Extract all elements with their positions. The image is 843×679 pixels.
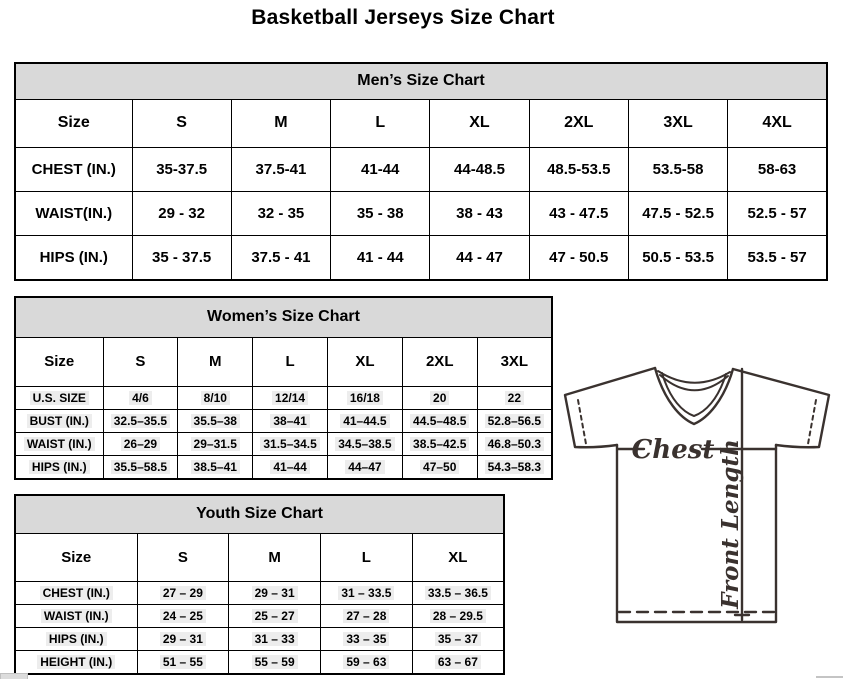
value-text: 20: [430, 391, 449, 405]
size-col-xl: XL: [430, 99, 529, 147]
size-col-s: S: [103, 337, 178, 386]
size-col-m: M: [231, 99, 330, 147]
youth-size-chart-table: [14, 494, 505, 675]
value-cell: [253, 409, 328, 432]
value-cell: [321, 604, 413, 627]
table-header-row: [15, 297, 552, 337]
value-cell: 53.5-58: [628, 147, 727, 191]
value-text: 55 – 59: [252, 655, 298, 669]
table-row-hips: [15, 455, 552, 479]
size-col-l: L: [331, 99, 430, 147]
value-cell: [402, 386, 477, 409]
womens-size-chart-table: [14, 296, 553, 480]
value-text: 4/6: [129, 391, 152, 405]
size-header-row: [15, 337, 552, 386]
value-text: 38–41: [270, 414, 309, 428]
table-row-chest: [15, 581, 504, 604]
table-row-bust: [15, 409, 552, 432]
value-cell: [137, 650, 229, 674]
value-cell: [327, 432, 402, 455]
size-col-3xl: 3XL: [628, 99, 727, 147]
row-label-text: HEIGHT (IN.): [37, 655, 115, 669]
value-text: 16/18: [347, 391, 383, 405]
value-cell: [321, 650, 413, 674]
value-cell: [412, 604, 504, 627]
value-cell: [229, 627, 321, 650]
value-text: 27 – 29: [160, 586, 206, 600]
size-col-m: M: [178, 337, 253, 386]
value-cell: [137, 627, 229, 650]
row-label: WAIST(IN.): [15, 191, 132, 235]
value-cell: [402, 409, 477, 432]
value-text: 25 – 27: [252, 609, 298, 623]
value-text: 29–31.5: [191, 437, 240, 451]
value-text: 46.8–50.3: [485, 437, 544, 451]
value-cell: [327, 386, 402, 409]
jersey-left-cuff-dash: [578, 400, 586, 444]
value-cell: [103, 455, 178, 479]
value-text: 33.5 – 36.5: [425, 586, 491, 600]
value-text: 33 – 35: [343, 632, 389, 646]
row-label: [15, 409, 103, 432]
row-label: [15, 386, 103, 409]
value-cell: [253, 432, 328, 455]
value-cell: 37.5 - 41: [231, 235, 330, 280]
value-cell: 35 - 38: [331, 191, 430, 235]
value-cell: 29 - 32: [132, 191, 231, 235]
value-text: 54.3–58.3: [485, 460, 544, 474]
value-cell: [178, 455, 253, 479]
value-text: 31 – 33: [252, 632, 298, 646]
mens-size-chart-table: [14, 62, 828, 281]
value-text: 12/14: [272, 391, 308, 405]
row-label: [15, 604, 137, 627]
value-cell: 35 - 37.5: [132, 235, 231, 280]
value-cell: 32 - 35: [231, 191, 330, 235]
value-text: 22: [505, 391, 524, 405]
value-cell: 35-37.5: [132, 147, 231, 191]
value-text: 32.5–35.5: [111, 414, 170, 428]
value-cell: [103, 386, 178, 409]
row-label: [15, 650, 137, 674]
value-cell: 52.5 - 57: [728, 191, 827, 235]
row-label-text: BUST (IN.): [27, 414, 92, 428]
value-cell: [229, 604, 321, 627]
youth-chart-title: Youth Size Chart: [15, 495, 504, 533]
table-row-waist: [15, 432, 552, 455]
value-cell: 44 - 47: [430, 235, 529, 280]
value-cell: [327, 455, 402, 479]
table-row-waist: [15, 604, 504, 627]
value-cell: [477, 432, 552, 455]
chest-label: Chest: [631, 435, 715, 465]
row-label-text: HIPS (IN.): [29, 460, 90, 474]
horizontal-scrollbar-track[interactable]: [816, 676, 843, 678]
value-text: 59 – 63: [343, 655, 389, 669]
value-text: 41–44: [270, 460, 309, 474]
row-label-text: U.S. SIZE: [30, 391, 89, 405]
value-cell: 47 - 50.5: [529, 235, 628, 280]
value-text: 52.8–56.5: [485, 414, 544, 428]
size-col-s: S: [137, 533, 229, 581]
value-cell: [103, 432, 178, 455]
table-row-chest: [15, 147, 827, 191]
value-cell: [412, 650, 504, 674]
row-label: [15, 627, 137, 650]
value-cell: [229, 650, 321, 674]
value-cell: [178, 432, 253, 455]
table-row-hips: [15, 627, 504, 650]
size-col-2xl: 2XL: [402, 337, 477, 386]
size-col-4xl: 4XL: [728, 99, 827, 147]
row-label: HIPS (IN.): [15, 235, 132, 280]
value-text: 38.5–41: [191, 460, 240, 474]
size-col-xl: XL: [412, 533, 504, 581]
value-cell: 58-63: [728, 147, 827, 191]
value-cell: [402, 432, 477, 455]
table-row-us-size: [15, 386, 552, 409]
value-text: 28 – 29.5: [430, 609, 486, 623]
value-cell: [402, 455, 477, 479]
value-cell: [253, 386, 328, 409]
row-label-text: WAIST (IN.): [24, 437, 95, 451]
mens-chart-title: Men’s Size Chart: [15, 63, 827, 99]
size-col-s: S: [132, 99, 231, 147]
size-col-3xl: 3XL: [477, 337, 552, 386]
value-text: 31.5–34.5: [260, 437, 319, 451]
size-header-row: [15, 99, 827, 147]
table-row-waist: [15, 191, 827, 235]
value-cell: 47.5 - 52.5: [628, 191, 727, 235]
value-text: 34.5–38.5: [335, 437, 394, 451]
row-label-text: HIPS (IN.): [46, 632, 107, 646]
table-header-row: [15, 63, 827, 99]
size-label-cell: Size: [15, 533, 137, 581]
value-cell: [477, 409, 552, 432]
size-label-cell: Size: [15, 337, 103, 386]
value-text: 63 – 67: [435, 655, 481, 669]
size-col-xl: XL: [327, 337, 402, 386]
value-cell: 41-44: [331, 147, 430, 191]
horizontal-scrollbar-thumb[interactable]: [0, 673, 28, 679]
size-col-l: L: [253, 337, 328, 386]
value-cell: [321, 581, 413, 604]
value-cell: 50.5 - 53.5: [628, 235, 727, 280]
value-cell: [137, 581, 229, 604]
value-text: 44–47: [345, 460, 384, 474]
value-text: 44.5–48.5: [410, 414, 469, 428]
value-cell: [229, 581, 321, 604]
value-cell: 43 - 47.5: [529, 191, 628, 235]
value-cell: [327, 409, 402, 432]
value-cell: [103, 409, 178, 432]
row-label-text: WAIST (IN.): [41, 609, 112, 623]
value-cell: 44-48.5: [430, 147, 529, 191]
value-cell: 37.5-41: [231, 147, 330, 191]
value-text: 27 – 28: [343, 609, 389, 623]
value-cell: [412, 581, 504, 604]
womens-chart-title: Women’s Size Chart: [15, 297, 552, 337]
value-cell: [178, 386, 253, 409]
value-text: 29 – 31: [160, 632, 206, 646]
value-text: 8/10: [201, 391, 230, 405]
value-text: 47–50: [420, 460, 459, 474]
size-col-m: M: [229, 533, 321, 581]
value-cell: [477, 386, 552, 409]
jersey-body: [617, 445, 776, 622]
row-label: [15, 432, 103, 455]
page-title: Basketball Jerseys Size Chart: [251, 6, 555, 29]
value-cell: 41 - 44: [331, 235, 430, 280]
value-text: 41–44.5: [340, 414, 389, 428]
row-label: CHEST (IN.): [15, 147, 132, 191]
value-text: 38.5–42.5: [410, 437, 469, 451]
value-text: 51 – 55: [160, 655, 206, 669]
value-cell: [137, 604, 229, 627]
value-cell: 38 - 43: [430, 191, 529, 235]
table-header-row: [15, 495, 504, 533]
jersey-right-cuff-dash: [808, 400, 816, 444]
row-label: [15, 455, 103, 479]
value-cell: [412, 627, 504, 650]
value-text: 35.5–58.5: [111, 460, 170, 474]
value-cell: [253, 455, 328, 479]
table-row-hips: [15, 235, 827, 280]
front-length-label: Front Length: [717, 439, 744, 609]
row-label-text: CHEST (IN.): [40, 586, 113, 600]
value-text: 29 – 31: [252, 586, 298, 600]
jersey-measurement-diagram: [552, 358, 842, 630]
value-cell: 53.5 - 57: [728, 235, 827, 280]
value-text: 31 – 33.5: [338, 586, 394, 600]
size-col-l: L: [321, 533, 413, 581]
value-cell: 48.5-53.5: [529, 147, 628, 191]
value-text: 26–29: [121, 437, 160, 451]
row-label: [15, 581, 137, 604]
value-cell: [178, 409, 253, 432]
size-header-row: [15, 533, 504, 581]
value-text: 24 – 25: [160, 609, 206, 623]
table-row-height: [15, 650, 504, 674]
value-cell: [321, 627, 413, 650]
size-col-2xl: 2XL: [529, 99, 628, 147]
value-text: 35 – 37: [435, 632, 481, 646]
size-label-cell: Size: [15, 99, 132, 147]
value-cell: [477, 455, 552, 479]
value-text: 35.5–38: [191, 414, 240, 428]
